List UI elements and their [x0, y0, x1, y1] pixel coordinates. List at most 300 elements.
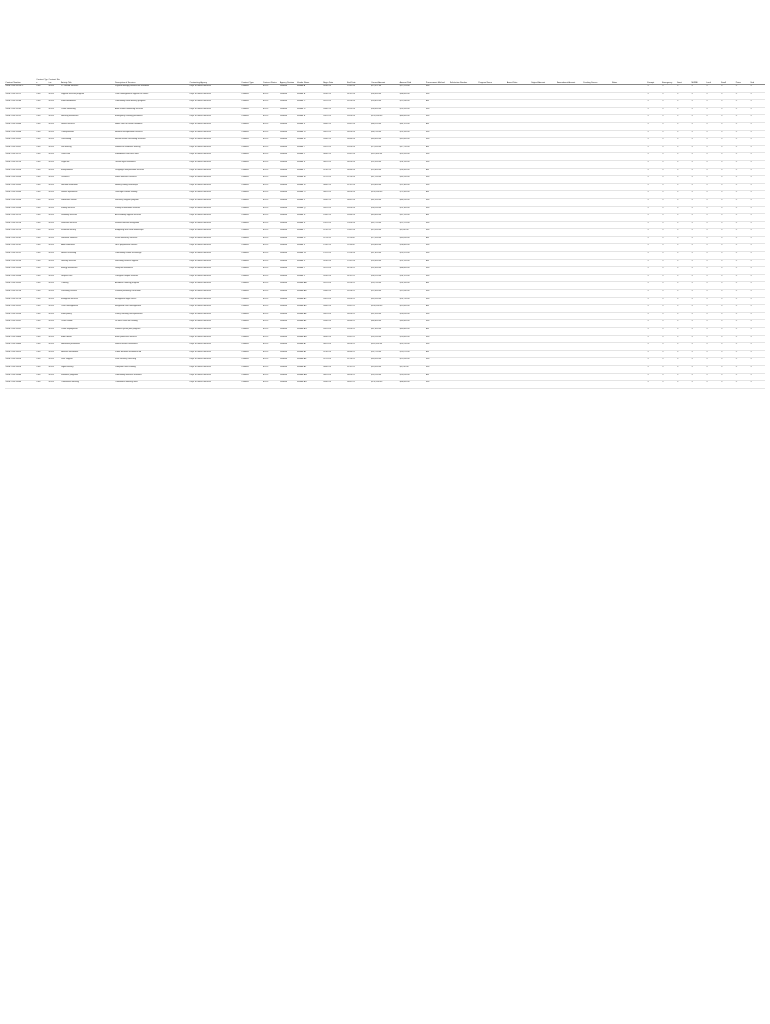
table-cell — [530, 153, 556, 161]
table-cell — [478, 115, 507, 123]
table-cell — [557, 343, 583, 351]
table-cell — [583, 100, 612, 108]
column-header: Solicitation Number — [449, 70, 478, 85]
table-cell: N — [706, 198, 721, 206]
table-cell: Caregiver respite services — [115, 274, 190, 282]
table-row — [5, 153, 765, 161]
table-cell: 04/30/20 — [347, 138, 371, 146]
table-cell: N — [750, 122, 765, 130]
table-cell — [612, 183, 647, 191]
table-cell: N — [721, 290, 736, 298]
table-cell: 11/14/20 — [347, 236, 371, 244]
table-cell — [557, 297, 583, 305]
table-cell: Division — [280, 236, 297, 244]
table-cell: Active — [48, 153, 60, 161]
table-cell: 2019-SSN-0226 — [5, 229, 36, 237]
table-cell: Vendor Y — [297, 267, 323, 275]
table-cell: Bid — [426, 259, 450, 267]
table-cell: 05/31/20 — [347, 153, 371, 161]
table-cell: N — [721, 198, 736, 206]
table-cell: Contract — [241, 381, 263, 389]
column-header: Original Amount — [530, 70, 556, 85]
table-cell — [530, 343, 556, 351]
table-cell — [530, 290, 556, 298]
table-cell: Active — [263, 335, 280, 343]
table-cell: Medical transportation services — [115, 130, 190, 138]
table-cell: N — [721, 335, 736, 343]
table-cell — [583, 373, 612, 381]
table-cell: $52,000.00 — [399, 305, 425, 313]
table-cell: $24,600.00 — [371, 183, 400, 191]
table-cell — [530, 236, 556, 244]
table-cell: Division — [280, 183, 297, 191]
table-cell — [530, 168, 556, 176]
table-cell: N — [706, 100, 721, 108]
table-cell — [449, 282, 478, 290]
table-cell: CNS — [36, 145, 48, 153]
table-cell: Food pantry — [61, 312, 115, 320]
table-cell: Vendor H — [297, 138, 323, 146]
table-cell: Contract — [241, 343, 263, 351]
table-cell: 09/14/20 — [347, 206, 371, 214]
table-cell: Veteran benefits navigation — [115, 221, 190, 229]
table-cell — [583, 206, 612, 214]
column-header: Award Date — [507, 70, 531, 85]
table-cell: N — [691, 214, 706, 222]
column-header: Vendor Name — [297, 70, 323, 85]
table-cell: 02/01/20 — [323, 274, 347, 282]
table-cell: Domestic violence — [61, 236, 115, 244]
table-cell: N — [647, 221, 662, 229]
table-cell: Emergency housing placement — [115, 115, 190, 123]
table-cell: Dept. of Social Services — [189, 168, 241, 176]
table-cell: N — [691, 320, 706, 328]
table-cell: N — [662, 198, 677, 206]
table-cell: Contract — [241, 274, 263, 282]
table-cell: Active — [48, 381, 60, 389]
table-cell: Tenant legal assistance — [115, 160, 190, 168]
table-cell — [557, 168, 583, 176]
table-cell: N — [721, 206, 736, 214]
table-row — [5, 115, 765, 123]
table-cell: 04/30/21 — [347, 320, 371, 328]
table-cell: N — [750, 365, 765, 373]
table-cell: 03/15/20 — [323, 297, 347, 305]
table-cell: Dept. of Social Services — [189, 107, 241, 115]
table-cell: N — [750, 214, 765, 222]
table-cell: N — [735, 168, 750, 176]
table-cell — [557, 259, 583, 267]
table-cell: $29,800.00 — [371, 168, 400, 176]
table-cell: Shelter operations — [61, 191, 115, 199]
table-cell: Language interpretation services — [115, 168, 190, 176]
table-cell: N — [676, 138, 691, 146]
table-cell: N — [676, 122, 691, 130]
table-cell: N — [735, 343, 750, 351]
table-cell: Contract — [241, 305, 263, 313]
table-cell — [530, 229, 556, 237]
table-cell — [530, 160, 556, 168]
table-row — [5, 92, 765, 100]
table-cell — [557, 206, 583, 214]
table-cell: N — [691, 221, 706, 229]
table-cell: Active — [263, 153, 280, 161]
table-cell: N — [721, 191, 736, 199]
table-cell: N — [706, 305, 721, 313]
table-cell: N — [750, 343, 765, 351]
table-cell — [507, 214, 531, 222]
table-cell: N — [662, 115, 677, 123]
table-cell — [612, 282, 647, 290]
table-cell — [583, 107, 612, 115]
table-cell — [507, 236, 531, 244]
table-cell: Dept. of Social Services — [189, 160, 241, 168]
table-cell: Computer skills training — [115, 365, 190, 373]
table-cell: N — [662, 297, 677, 305]
table-cell — [478, 365, 507, 373]
table-cell: N — [721, 122, 736, 130]
table-cell: Dept. of Social Services — [189, 297, 241, 305]
table-cell — [583, 153, 612, 161]
column-header: Current Amount — [371, 70, 400, 85]
table-cell: N — [721, 365, 736, 373]
table-cell: Vendor E — [297, 115, 323, 123]
table-cell: N — [750, 267, 765, 275]
table-cell — [530, 138, 556, 146]
table-cell: N — [691, 282, 706, 290]
table-cell: N — [750, 221, 765, 229]
table-cell: 2019-SSN-0198 — [5, 191, 36, 199]
table-cell: N — [647, 191, 662, 199]
table-cell — [612, 373, 647, 381]
table-cell: 2019-SSN-0130 — [5, 100, 36, 108]
table-cell: Division — [280, 373, 297, 381]
table-cell: N — [691, 373, 706, 381]
table-cell: Contract — [241, 221, 263, 229]
table-cell: $66,000.00 — [399, 381, 425, 389]
table-cell: CNS — [36, 130, 48, 138]
table-cell: Contract — [241, 107, 263, 115]
table-cell: N — [721, 168, 736, 176]
table-cell: Vendor X — [297, 259, 323, 267]
table-cell — [478, 168, 507, 176]
table-cell: N — [735, 312, 750, 320]
table-cell: $28,700.00 — [371, 282, 400, 290]
table-cell: Immigration legal clinics — [115, 297, 190, 305]
table-cell: N — [647, 85, 662, 93]
table-cell: N — [676, 373, 691, 381]
table-row — [5, 138, 765, 146]
table-cell: 09/01/20 — [323, 381, 347, 389]
table-cell — [530, 107, 556, 115]
table-cell: Vendor AD — [297, 305, 323, 313]
table-cell: N — [647, 282, 662, 290]
table-cell: 06/01/19 — [323, 153, 347, 161]
table-row — [5, 267, 765, 275]
table-cell — [449, 122, 478, 130]
table-cell: Division — [280, 100, 297, 108]
table-cell: Active — [263, 312, 280, 320]
table-cell: Summer youth jobs program — [115, 328, 190, 336]
table-cell: RFP — [426, 183, 450, 191]
table-cell — [557, 290, 583, 298]
table-cell — [612, 100, 647, 108]
table-cell: N — [647, 206, 662, 214]
table-cell: N — [662, 168, 677, 176]
table-cell — [557, 115, 583, 123]
table-cell: Nutrition education — [61, 183, 115, 191]
table-row — [5, 168, 765, 176]
table-cell — [478, 236, 507, 244]
table-cell: $35,650.00 — [399, 236, 425, 244]
table-cell: N — [662, 145, 677, 153]
table-cell — [530, 122, 556, 130]
table-cell: Health screening — [61, 252, 115, 260]
table-cell: N — [676, 206, 691, 214]
table-cell: N — [706, 130, 721, 138]
table-cell: Transitional housing units — [115, 381, 190, 389]
table-cell: Active — [48, 221, 60, 229]
table-cell — [478, 176, 507, 184]
table-cell: Active — [263, 267, 280, 275]
table-cell — [449, 267, 478, 275]
table-cell: Contract — [241, 176, 263, 184]
table-cell: N — [691, 350, 706, 358]
table-cell: N — [735, 373, 750, 381]
table-cell: Active — [263, 160, 280, 168]
table-cell: PT Rehab Services — [61, 85, 115, 93]
table-cell: N — [647, 122, 662, 130]
table-cell: Dept. of Social Services — [189, 100, 241, 108]
table-cell — [507, 297, 531, 305]
table-row — [5, 343, 765, 351]
table-cell: RFP — [426, 160, 450, 168]
table-cell: Homeless prevention — [61, 343, 115, 351]
table-cell: N — [676, 221, 691, 229]
table-cell: Division — [280, 259, 297, 267]
table-cell — [449, 198, 478, 206]
table-cell: Dept. of Social Services — [189, 122, 241, 130]
table-row — [5, 259, 765, 267]
table-cell: $15,875.00 — [399, 350, 425, 358]
table-cell: N — [647, 176, 662, 184]
table-cell: CNS — [36, 259, 48, 267]
table-cell: N — [750, 358, 765, 366]
table-cell: 2019-SSN-0142 — [5, 115, 36, 123]
table-cell: N — [721, 244, 736, 252]
table-cell: Job training — [61, 145, 115, 153]
table-cell: $120,000.00 — [371, 115, 400, 123]
table-cell — [478, 107, 507, 115]
table-cell: Vendor B — [297, 92, 323, 100]
table-cell: N — [721, 358, 736, 366]
table-cell: N — [706, 259, 721, 267]
table-cell: $71,300.00 — [371, 236, 400, 244]
table-cell: Contract — [241, 198, 263, 206]
table-cell: RFP — [426, 221, 450, 229]
table-cell: Veterans services — [61, 221, 115, 229]
table-cell: 12/15/19 — [323, 252, 347, 260]
table-cell — [530, 320, 556, 328]
table-cell: 2019-SSN-0237 — [5, 244, 36, 252]
table-cell: 09/01/19 — [323, 198, 347, 206]
table-cell: $33,400.00 — [399, 320, 425, 328]
table-cell: N — [735, 183, 750, 191]
table-cell: Division — [280, 381, 297, 389]
table-cell: N — [721, 214, 736, 222]
table-cell — [583, 259, 612, 267]
table-cell: N — [691, 335, 706, 343]
table-cell — [530, 358, 556, 366]
table-cell: N — [735, 229, 750, 237]
table-cell — [612, 312, 647, 320]
table-cell — [449, 85, 478, 93]
table-cell: $29,100.00 — [399, 206, 425, 214]
table-cell: N — [721, 343, 736, 351]
table-cell — [449, 176, 478, 184]
table-cell: $72,371.00 — [371, 85, 400, 93]
table-cell: 2019-SSN-0121 — [5, 92, 36, 100]
table-cell — [557, 229, 583, 237]
table-cell: 04/14/20 — [347, 130, 371, 138]
table-cell: Vendor AN — [297, 381, 323, 389]
table-cell — [449, 107, 478, 115]
table-cell: N — [662, 335, 677, 343]
column-header: Exempt — [647, 70, 662, 85]
table-cell: N — [750, 107, 765, 115]
table-cell: N — [676, 297, 691, 305]
table-cell: N — [706, 85, 721, 93]
table-cell — [507, 335, 531, 343]
table-cell — [530, 198, 556, 206]
table-cell: N — [691, 138, 706, 146]
table-cell: RFP — [426, 312, 450, 320]
column-header: Activity Title — [61, 70, 115, 85]
table-cell: Returning citizens support — [115, 259, 190, 267]
table-cell: N — [721, 221, 736, 229]
table-cell: $46,700.00 — [371, 130, 400, 138]
table-cell: N — [750, 274, 765, 282]
table-cell: Dept. of Social Services — [189, 85, 241, 93]
table-cell: $59,400.00 — [371, 259, 400, 267]
table-cell: 2019-SSN-0275 — [5, 297, 36, 305]
table-cell: 03/14/21 — [347, 297, 371, 305]
table-cell: 08/15/20 — [323, 373, 347, 381]
table-cell: N — [735, 274, 750, 282]
column-header: Procurement Method — [426, 70, 450, 85]
table-cell: 2019-SSN-0155 — [5, 130, 36, 138]
column-header: Amendment Amount — [557, 70, 583, 85]
table-cell: N — [750, 100, 765, 108]
table-cell — [478, 160, 507, 168]
table-row — [5, 130, 765, 138]
table-cell: Youth employment — [61, 328, 115, 336]
table-cell: 2019-SSN-0118-1 — [5, 85, 36, 93]
table-cell: Active — [263, 115, 280, 123]
table-cell: Division — [280, 244, 297, 252]
table-cell — [478, 122, 507, 130]
table-cell: N — [735, 259, 750, 267]
table-cell — [583, 138, 612, 146]
table-cell: N — [735, 350, 750, 358]
table-cell: $132,000.00 — [371, 381, 400, 389]
table-cell — [557, 373, 583, 381]
table-cell: 04/01/19 — [323, 122, 347, 130]
table-cell: Active — [48, 358, 60, 366]
table-cell: N — [750, 305, 765, 313]
table-cell: N — [691, 206, 706, 214]
table-cell: N — [721, 176, 736, 184]
table-cell — [507, 198, 531, 206]
table-cell: $145,000.00 — [371, 191, 400, 199]
table-cell — [583, 305, 612, 313]
table-cell: $44,900.00 — [371, 358, 400, 366]
table-cell: N — [647, 297, 662, 305]
table-cell: Active — [263, 221, 280, 229]
table-cell: N — [647, 198, 662, 206]
table-cell — [478, 274, 507, 282]
table-cell — [507, 290, 531, 298]
table-cell: Bid — [426, 191, 450, 199]
table-cell: N — [735, 282, 750, 290]
table-cell: $54,850.00 — [371, 100, 400, 108]
table-cell: N — [647, 350, 662, 358]
table-cell: N — [676, 312, 691, 320]
table-cell: N — [691, 85, 706, 93]
table-cell: N — [750, 373, 765, 381]
table-cell — [449, 244, 478, 252]
table-cell: N — [662, 290, 677, 298]
table-cell: 09/15/19 — [323, 206, 347, 214]
table-cell — [530, 221, 556, 229]
table-cell — [612, 153, 647, 161]
table-cell: N — [676, 320, 691, 328]
table-cell: Active — [263, 85, 280, 93]
table-cell: Elder abuse — [61, 335, 115, 343]
table-cell — [478, 214, 507, 222]
table-cell: N — [691, 115, 706, 123]
table-cell — [583, 358, 612, 366]
table-cell: N — [750, 312, 765, 320]
table-cell: CNS — [36, 107, 48, 115]
table-cell: $13,050.00 — [399, 373, 425, 381]
table-cell — [530, 252, 556, 260]
table-cell: N — [662, 236, 677, 244]
table-cell: RFP — [426, 358, 450, 366]
table-cell: N — [750, 160, 765, 168]
table-cell: $14,900.00 — [399, 168, 425, 176]
table-cell — [612, 221, 647, 229]
table-cell — [449, 297, 478, 305]
table-cell: Dept. of Social Services — [189, 244, 241, 252]
table-cell: 2019-SSN-0194 — [5, 183, 36, 191]
table-cell: Parenting classes — [61, 290, 115, 298]
table-cell — [530, 312, 556, 320]
table-cell — [507, 305, 531, 313]
table-cell: 10/15/19 — [323, 221, 347, 229]
table-cell — [583, 290, 612, 298]
table-cell: 04/01/20 — [323, 305, 347, 313]
table-cell — [583, 92, 612, 100]
table-cell: Division — [280, 252, 297, 260]
table-cell: N — [676, 160, 691, 168]
table-cell — [583, 176, 612, 184]
table-cell: 2019-SSN-0319 — [5, 358, 36, 366]
table-cell: N — [691, 191, 706, 199]
table-cell: N — [706, 290, 721, 298]
table-cell — [583, 229, 612, 237]
table-cell: CNS — [36, 122, 48, 130]
